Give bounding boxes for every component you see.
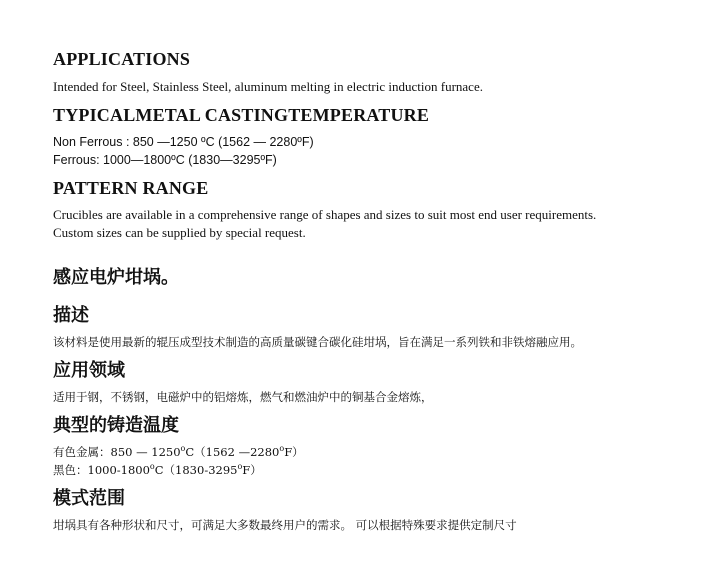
cn-ferrous-temperature: 黑色：1000-1800$^o$C（1830-3295$^o$F） [53, 462, 262, 477]
pattern-range-text-line2: Custom sizes can be supplied by special request. [53, 225, 306, 240]
cn-description-text: 该材料是使用最新的辊压成型技术制造的高质量碳键合碳化硅坩埚，旨在满足一系列铁和非铁熔融应用。 [53, 335, 582, 349]
document-page [53, 48, 693, 534]
cn-title: 感应电炉坩埚。 [53, 267, 179, 288]
cn-non-ferrous-temperature: 有色金属：850 — 1250$^o$C（1562 —2280$^o$F） [53, 444, 304, 459]
cn-description-heading: 描述 [53, 305, 89, 326]
cn-casting-temperature-heading: 典型的铸造温度 [53, 415, 179, 436]
pattern-range-heading: PATTERN RANGE [53, 178, 209, 198]
casting-temperature-heading: TYPICALMETAL CASTINGTEMPERATURE [53, 105, 430, 125]
cn-pattern-range-heading: 模式范围 [53, 488, 125, 509]
cn-applications-text: 适用于钢，不锈钢，电磁炉中的铝熔炼，燃气和燃油炉中的铜基合金熔炼， [53, 390, 433, 404]
applications-heading: APPLICATIONS [53, 49, 191, 69]
applications-text: Intended for Steel, Stainless Steel, aluminum melting in electric induction furnace. [53, 79, 483, 94]
pattern-range-text-line1: Crucibles are available in a comprehensive range of shapes and sizes to suit most end user requirements. [53, 207, 597, 222]
ferrous-temperature: Ferrous: 1000—1800ºC (1830—3295ºF) [53, 153, 277, 167]
cn-pattern-range-text: 坩埚具有各种形状和尺寸，可满足大多数最终用户的需求。 可以根据特殊要求提供定制尺寸 [53, 518, 517, 532]
non-ferrous-temperature: Non Ferrous : 850 —1250 ºC (1562 — 2280ºF) [53, 135, 314, 149]
cn-applications-heading: 应用领域 [53, 360, 125, 381]
